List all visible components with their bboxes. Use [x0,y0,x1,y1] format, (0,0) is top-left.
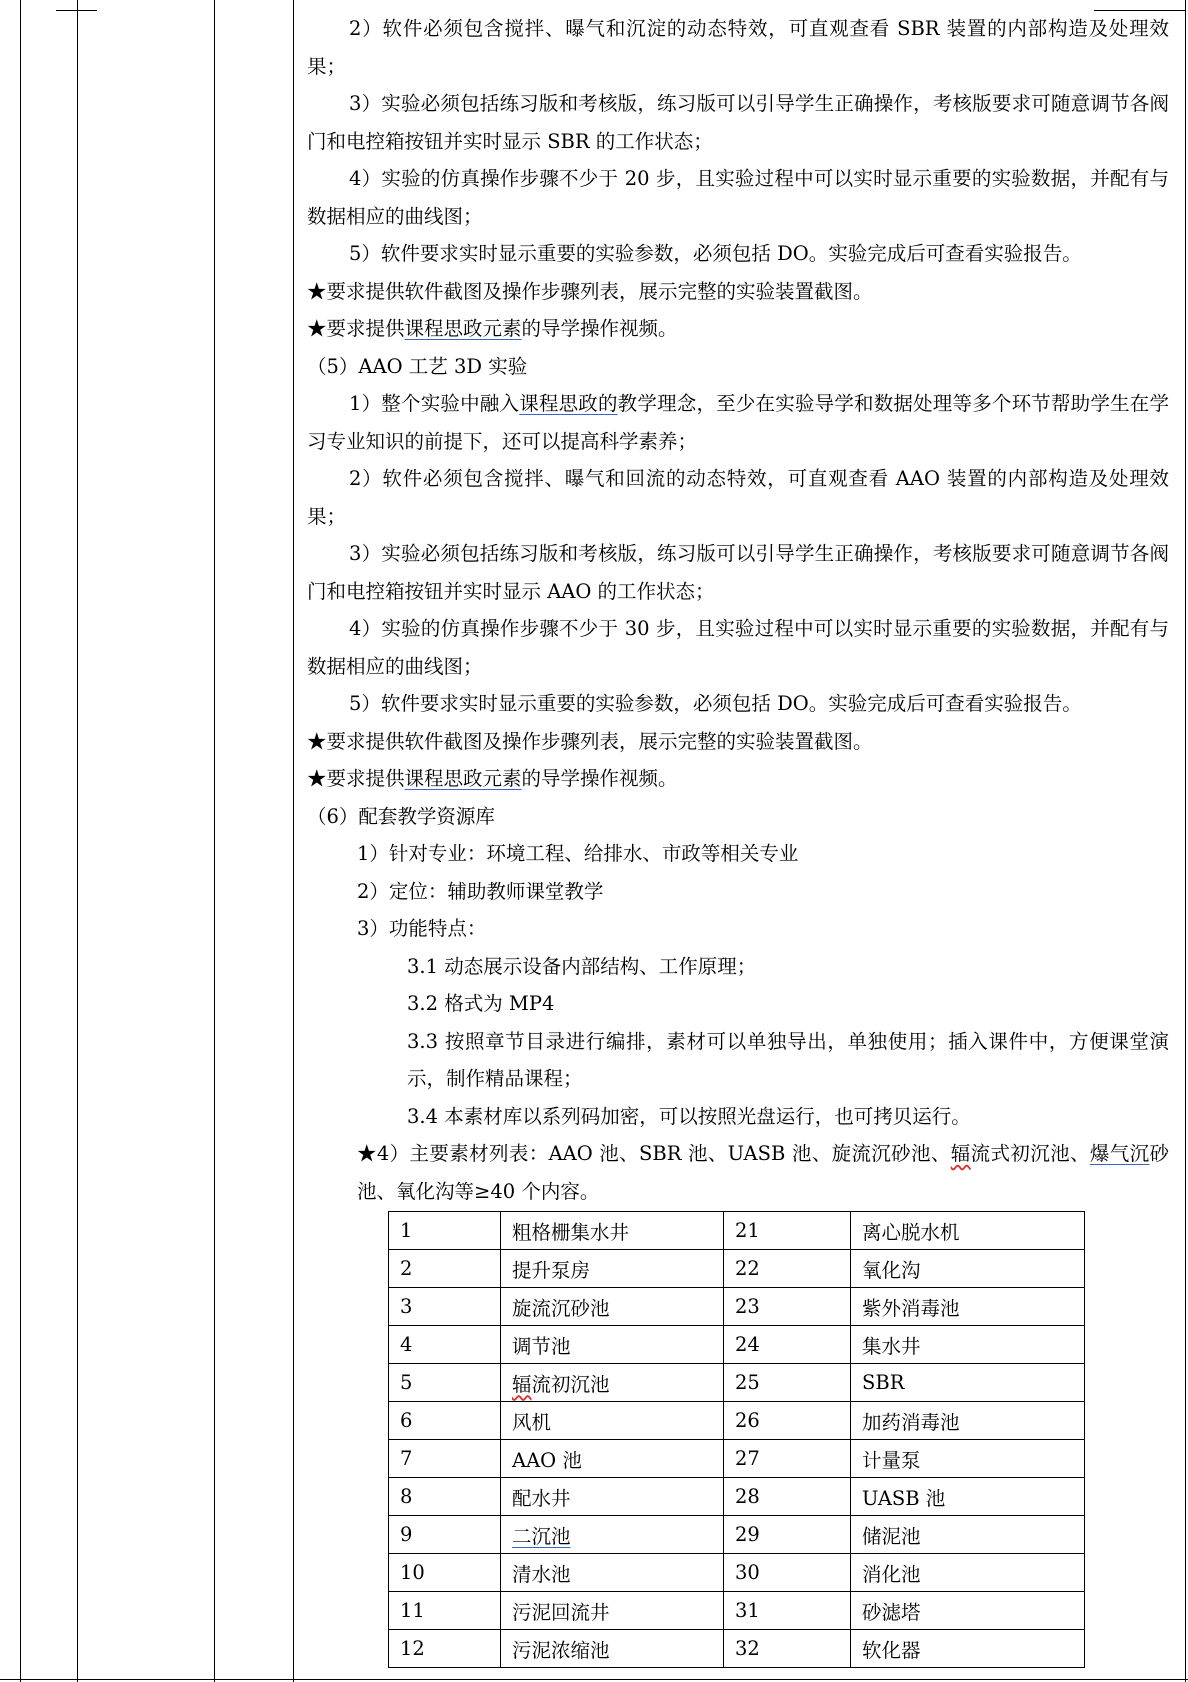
text-run: 3.1 动态展示设备内部结构、工作原理； [407,954,757,978]
underlined-text: 辐 [950,1142,971,1165]
table-row [389,1212,1085,1250]
table-cell: 7 [389,1440,501,1478]
paragraph [307,1023,1169,1098]
table-cell: 污泥回流井 [501,1592,724,1630]
underlined-text: 课程思政元素 [404,317,522,340]
paragraph [307,1098,1169,1136]
paragraph [307,948,1169,986]
paragraph [307,310,1169,348]
table-cell: UASB 池 [851,1478,1085,1516]
table-cell: 28 [724,1478,851,1516]
text-run: （5）AAO 工艺 3D 实验 [307,354,528,378]
table-cell: 4 [389,1326,501,1364]
paragraph [307,10,1169,85]
underlined-text: 二沉池 [512,1524,571,1548]
table-cell: 2 [389,1250,501,1288]
text-run: 3.4 本素材库以系列码加密，可以按照光盘运行，也可拷贝运行。 [407,1104,971,1128]
text-run: ★要求提供软件截图及操作步骤列表，展示完整的实验装置截图。 [307,729,873,753]
text-run: 4）实验的仿真操作步骤不少于 20 步，且实验过程中可以实时显示重要的实验数据，并配有与数据相应的曲线图； [307,167,1169,228]
text-run: ★要求提供软件截图及操作步骤列表，展示完整的实验装置截图。 [307,279,873,303]
table-cell: 3 [389,1288,501,1326]
table-cell: 10 [389,1554,501,1592]
table-cell: 6 [389,1402,501,1440]
text-run: 2）定位：辅助教师课堂教学 [357,879,604,903]
table-cell: 12 [389,1630,501,1668]
table-border-col2 [214,0,215,1682]
table-cell: 24 [724,1326,851,1364]
paragraph [307,85,1169,160]
table-cell: 计量泵 [851,1440,1085,1478]
text-run: 的导学操作视频。 [521,767,678,790]
paragraph [307,798,1169,836]
paragraph [307,385,1169,460]
paragraph [307,348,1169,386]
text-run: 3.2 格式为 MP4 [407,992,555,1015]
table-cell: 29 [724,1516,851,1554]
text-run: 教学理念，至少在实验导学和数据处理等多个环节帮助学生在学习专业知识的前提下，还可以提高科学素养； [307,392,1169,453]
table-cell: 调节池 [501,1326,724,1364]
paragraph [307,985,1169,1023]
text-run: ★4）主要素材列表：AAO 池、SBR 池、UASB 池、旋流沉砂池、 [357,1142,951,1165]
table-row [389,1250,1085,1288]
requirements-text [307,10,1169,1210]
table-cell: 集水井 [851,1326,1085,1364]
text-run: ★要求提供 [307,317,405,340]
underlined-text: 课程思政元素 [404,767,522,790]
paragraph [307,235,1169,273]
table-cell: 23 [724,1288,851,1326]
table-cell: 砂滤塔 [851,1592,1085,1630]
table-cell: 25 [724,1364,851,1402]
underlined-text: 课程思政的 [519,392,618,415]
paragraph [307,273,1169,311]
text-run: 3）实验必须包括练习版和考核版，练习版可以引导学生正确操作，考核版要求可随意调节各阀门和电控箱按钮并实时显示 AAO 的工作状态； [307,542,1169,603]
text-run: 的导学操作视频。 [521,317,678,340]
table-cell: 22 [724,1250,851,1288]
paragraph [307,610,1169,685]
table-row [389,1364,1085,1402]
table-cell: 21 [724,1212,851,1250]
paragraph [307,535,1169,610]
table-row [389,1630,1085,1668]
table-cell: 配水井 [501,1478,724,1516]
table-cell: 30 [724,1554,851,1592]
table-cell: 11 [389,1592,501,1630]
text-run: 3.3 按照章节目录进行编排，素材可以单独导出，单独使用；插入课件中，方便课堂演示，制作精品课程； [407,1029,1169,1090]
table-cell: 辐流初沉池 [501,1364,724,1402]
table-cell [501,1516,724,1554]
table-cell: 清水池 [501,1554,724,1592]
table-row [389,1288,1085,1326]
table-cell: 储泥池 [851,1516,1085,1554]
paragraph [307,835,1169,873]
text-run: 4）实验的仿真操作步骤不少于 30 步，且实验过程中可以实时显示重要的实验数据，并配有与数据相应的曲线图； [307,617,1169,678]
table-row [389,1326,1085,1364]
text-run: 2）软件必须包含搅拌、曝气和回流的动态特效，可直观查看 AAO 装置的内部构造及处理效果； [307,467,1169,528]
paragraph [307,723,1169,761]
text-run: （6）配套教学资源库 [307,804,495,828]
text-run: 1）针对专业：环境工程、给排水、市政等相关专业 [357,842,799,865]
table-cell: 8 [389,1478,501,1516]
table-row [389,1478,1085,1516]
table-row [389,1592,1085,1630]
table-cell: SBR [851,1364,1085,1402]
table-border-col3 [293,0,294,1682]
text-run: 1）整个实验中融入 [349,392,520,415]
table-cell: 风机 [501,1402,724,1440]
underlined-text: 辐 [512,1372,532,1396]
table-cell: 32 [724,1630,851,1668]
table-cell: 提升泵房 [501,1250,724,1288]
table-cell: 加药消毒池 [851,1402,1085,1440]
table-row [389,1554,1085,1592]
paragraph [307,873,1169,911]
table-border-left [20,0,21,1682]
table-cell: 旋流沉砂池 [501,1288,724,1326]
text-run: 3）功能特点： [357,917,487,940]
text-run: 5）软件要求实时显示重要的实验参数，必须包括 DO。实验完成后可查看实验报告。 [349,242,1082,265]
table-border-right [1185,0,1186,1682]
table-border-col1 [77,0,78,1682]
underlined-text: 爆气沉 [1089,1142,1150,1165]
table-row [389,1516,1085,1554]
text-run: ★要求提供 [307,767,405,790]
paragraph [307,760,1169,798]
paragraph [307,460,1169,535]
table-cell: 1 [389,1212,501,1250]
table-cell: 26 [724,1402,851,1440]
text-run: 流式初沉池、 [970,1142,1090,1165]
table-row [389,1440,1085,1478]
paragraph [307,910,1169,948]
table-cell: 9 [389,1516,501,1554]
text-run: 3）实验必须包括练习版和考核版，练习版可以引导学生正确操作，考核版要求可随意调节各阀门和电控箱按钮并实时显示 SBR 的工作状态； [307,92,1169,153]
paragraph [307,160,1169,235]
table-cell: 污泥浓缩池 [501,1630,724,1668]
paragraph [307,685,1169,723]
text-run: 砂池、氧化沟等≥40 个内容。 [357,1142,1169,1203]
table-cell: 氧化沟 [851,1250,1085,1288]
table-cell: 5 [389,1364,501,1402]
text-run: 5）软件要求实时显示重要的实验参数，必须包括 DO。实验完成后可查看实验报告。 [349,692,1082,715]
material-list-table [388,1211,1085,1668]
table-cell: 31 [724,1592,851,1630]
table-cell: 粗格栅集水井 [501,1212,724,1250]
paragraph [307,1135,1169,1210]
table-cell: 消化池 [851,1554,1085,1592]
table-cell: 紫外消毒池 [851,1288,1085,1326]
table-cell: AAO 池 [501,1440,724,1478]
table-border-bottom [0,1679,1188,1680]
table-border-top-left [56,10,97,11]
text-run: 2）软件必须包含搅拌、曝气和沉淀的动态特效，可直观查看 SBR 装置的内部构造及处理效果； [307,17,1169,78]
table-row [389,1402,1085,1440]
table-cell: 离心脱水机 [851,1212,1085,1250]
table-cell: 软化器 [851,1630,1085,1668]
table-cell: 27 [724,1440,851,1478]
